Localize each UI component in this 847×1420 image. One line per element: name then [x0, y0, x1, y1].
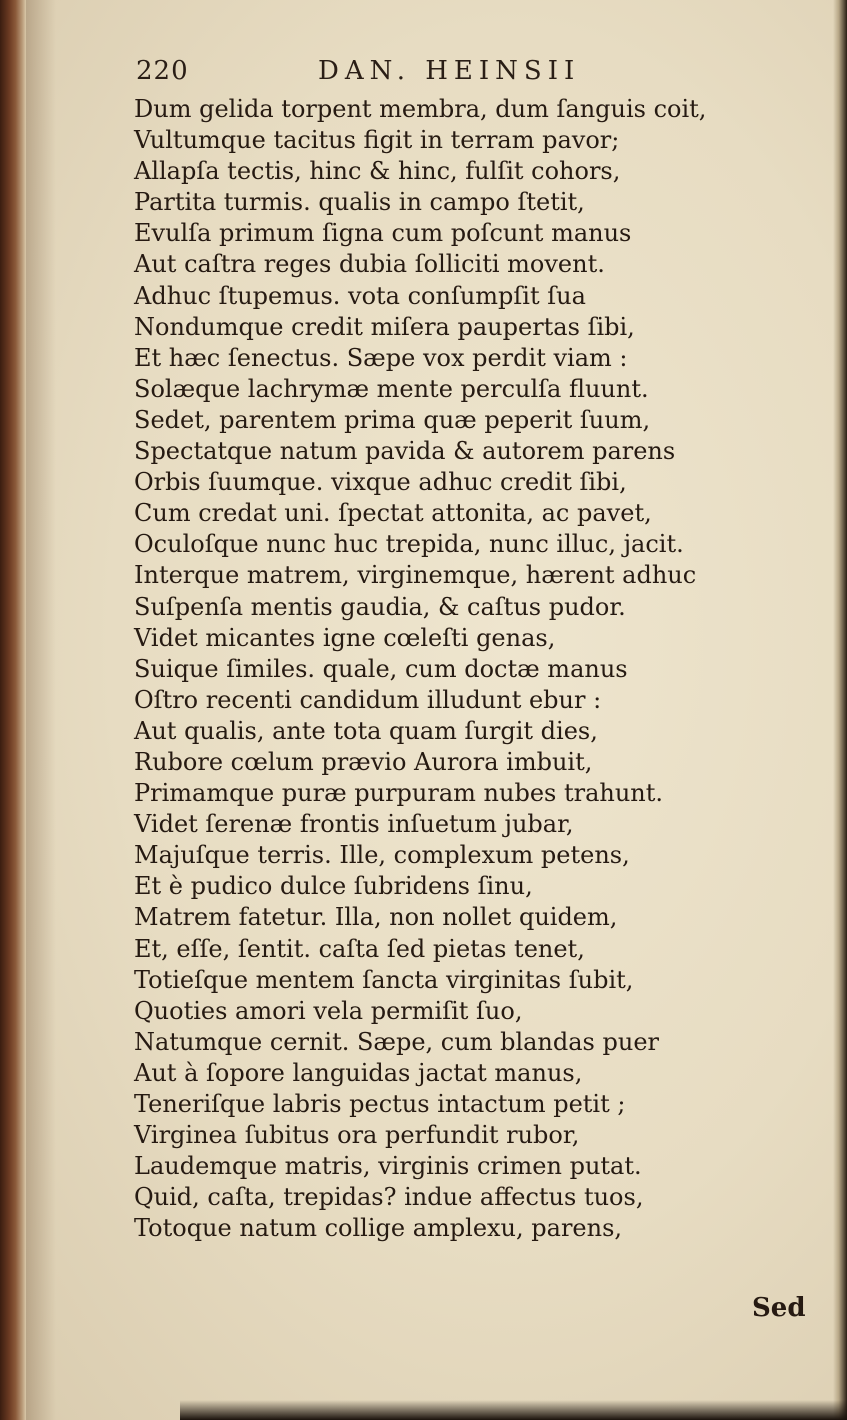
running-head: DAN. HEINSII: [318, 56, 581, 86]
verse-line: Videt ſerenæ frontis inſuetum jubar,: [134, 810, 574, 839]
verse-line: Primamque puræ purpuram nubes trahunt.: [134, 779, 664, 808]
verse-line: Aut caſtra reges dubia ſolliciti movent.: [134, 250, 605, 279]
verse-line: Virginea ſubitus ora perfundit rubor,: [134, 1121, 580, 1150]
verse-line: Natumque cernit. Sæpe, cum blandas puer: [134, 1027, 659, 1056]
verse-line: Spectatque natum pavida & autorem parens: [134, 437, 676, 466]
verse-line: Cum credat uni. ſpectat attonita, ac pavet,: [134, 499, 652, 528]
book-binding: [0, 0, 26, 1420]
verse-line: Allapſa tectis, hinc & hinc, fulſit cohors,: [134, 157, 621, 186]
verse-line: Suſpenſa mentis gaudia, & caſtus pudor.: [134, 592, 626, 621]
verse-line: Et è pudico dulce ſubridens ſinu,: [134, 872, 533, 901]
verse-line: Nondumque credit miſera paupertas ſibi,: [134, 312, 635, 341]
verse-line: Laudemque matris, virginis crimen putat.: [134, 1152, 642, 1181]
verse-line: Sedet, parentem prima quæ peperit ſuum,: [134, 405, 651, 434]
verse-line: Rubore cœlum prævio Aurora imbuit,: [134, 747, 593, 776]
verse-line: Vultumque tacitus figit in terram pavor;: [134, 126, 620, 155]
verse-line: Solæque lachrymæ mente perculſa fluunt.: [134, 374, 649, 403]
verse-line: Videt micantes igne cœleſti genas,: [134, 623, 556, 652]
verse-line: Et hæc ſenectus. Sæpe vox perdit viam :: [134, 343, 628, 372]
gutter-shadow: [26, 0, 56, 1420]
verse-line: Interque matrem, virginemque, hærent adhuc: [134, 561, 697, 590]
verse-line: Teneriſque labris pectus intactum petit ;: [134, 1090, 626, 1118]
verse-line: Orbis ſuumque. vixque adhuc credit ſibi,: [134, 468, 627, 497]
verse-line: Oſtro recenti candidum illudunt ebur :: [134, 685, 602, 714]
verse-line: Totieſque mentem ſancta virginitas ſubit,: [134, 965, 634, 994]
verse-line: Totoque natum collige amplexu, parens,: [134, 1214, 623, 1243]
verse-line: Suique ſimiles. quale, cum doctæ manus: [134, 654, 628, 683]
page-edge-right: [833, 0, 847, 1420]
page-number: 220: [136, 56, 189, 86]
verse-line: Quoties amori vela permiſit ſuo,: [134, 996, 523, 1025]
verse-line: Matrem fatetur. Illa, non nollet quidem,: [134, 903, 618, 932]
catchword: Sed: [752, 1293, 806, 1323]
verse-line: Partita turmis. qualis in campo ſtetit,: [134, 188, 585, 217]
verse-line: Et, eſſe, ſentit. caſta ſed pietas tenet,: [134, 934, 585, 963]
verse-line: Dum gelida torpent membra, dum ſanguis coit,: [134, 95, 707, 123]
verse-line: Evulſa primum ſigna cum poſcunt manus: [134, 219, 632, 248]
verse-line: Adhuc ſtupemus. vota conſumpſit ſua: [134, 281, 586, 310]
verse-line: Majuſque terris. Ille, complexum petens,: [134, 841, 630, 870]
verse-line: Aut qualis, ante tota quam ſurgit dies,: [134, 716, 598, 745]
verse-block: [134, 94, 774, 1244]
verse-line: Oculoſque nunc huc trepida, nunc illuc, jacit.: [134, 530, 684, 559]
verse-line: Quid, caſta, trepidas? indue affectus tuos,: [134, 1183, 644, 1212]
verse-line: Aut à ſopore languidas jactat manus,: [134, 1058, 583, 1087]
page-edge-bottom: [180, 1400, 847, 1420]
